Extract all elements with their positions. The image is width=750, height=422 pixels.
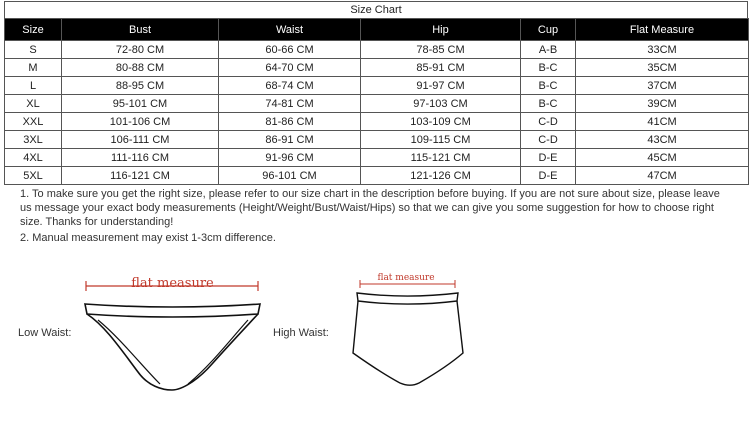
- high-brief-waistband: [357, 293, 458, 304]
- table-row: [5, 113, 749, 131]
- table-cell: 72-80 CM: [62, 41, 219, 59]
- table-cell: 74-81 CM: [219, 95, 361, 113]
- table-cell: 47CM: [576, 167, 749, 185]
- table-row: [5, 59, 749, 77]
- table-row: [5, 95, 749, 113]
- table-cell: 3XL: [5, 131, 62, 149]
- table-row: [5, 149, 749, 167]
- table-cell: 5XL: [5, 167, 62, 185]
- table-row: [5, 41, 749, 59]
- table-cell: 116-121 CM: [62, 167, 219, 185]
- table-cell: 88-95 CM: [62, 77, 219, 95]
- header-bust: Bust: [62, 19, 219, 41]
- header-size: Size: [5, 19, 62, 41]
- table-cell: 33CM: [576, 41, 749, 59]
- high-waist-brief-illustration: [345, 265, 470, 395]
- note-2: 2. Manual measurement may exist 1-3cm difference.: [20, 232, 276, 244]
- high-waist-label: High Waist:: [273, 327, 329, 339]
- size-chart-title: Size Chart: [4, 1, 748, 18]
- table-cell: 64-70 CM: [219, 59, 361, 77]
- table-cell: 115-121 CM: [361, 149, 521, 167]
- table-cell: 35CM: [576, 59, 749, 77]
- note-1: 1. To make sure you get the right size, please refer to our size chart in the description before buying. If you are not sure about size, please leave us message your exact body measurements (Height/Weight/Bust/Waist/Hips) so that we can give you some suggestion for how to choose right size. Thanks for understanding!: [20, 188, 720, 228]
- table-cell: XXL: [5, 113, 62, 131]
- flat-measure-label-high: flat measure: [377, 273, 435, 283]
- table-cell: 68-74 CM: [219, 77, 361, 95]
- table-cell: C-D: [521, 131, 576, 149]
- table-cell: 101-106 CM: [62, 113, 219, 131]
- table-cell: 45CM: [576, 149, 749, 167]
- table-cell: S: [5, 41, 62, 59]
- header-cup: Cup: [521, 19, 576, 41]
- brief-waistband: [85, 304, 260, 317]
- table-cell: 37CM: [576, 77, 749, 95]
- table-cell: 85-91 CM: [361, 59, 521, 77]
- table-cell: B-C: [521, 95, 576, 113]
- header-waist: Waist: [219, 19, 361, 41]
- table-cell: B-C: [521, 77, 576, 95]
- high-brief-body: [353, 301, 463, 385]
- brief-body: [87, 314, 258, 390]
- table-cell: 121-126 CM: [361, 167, 521, 185]
- header-flat-measure: Flat Measure: [576, 19, 749, 41]
- table-cell: D-E: [521, 167, 576, 185]
- table-body: [5, 41, 749, 185]
- size-table: [4, 18, 749, 185]
- brief-leg-line-right: [188, 320, 248, 384]
- table-cell: L: [5, 77, 62, 95]
- table-cell: B-C: [521, 59, 576, 77]
- table-cell: 97-103 CM: [361, 95, 521, 113]
- table-cell: 4XL: [5, 149, 62, 167]
- low-waist-label: Low Waist:: [18, 327, 72, 339]
- table-cell: 103-109 CM: [361, 113, 521, 131]
- flat-measure-label-low: flat measure: [131, 276, 214, 291]
- table-cell: 91-96 CM: [219, 149, 361, 167]
- table-row: [5, 131, 749, 149]
- table-cell: 80-88 CM: [62, 59, 219, 77]
- table-cell: 106-111 CM: [62, 131, 219, 149]
- table-cell: 60-66 CM: [219, 41, 361, 59]
- header-hip: Hip: [361, 19, 521, 41]
- table-cell: 91-97 CM: [361, 77, 521, 95]
- notes: [20, 187, 732, 229]
- table-cell: 41CM: [576, 113, 749, 131]
- table-row: [5, 167, 749, 185]
- table-cell: A-B: [521, 41, 576, 59]
- table-cell: 95-101 CM: [62, 95, 219, 113]
- table-cell: 43CM: [576, 131, 749, 149]
- table-cell: 39CM: [576, 95, 749, 113]
- brief-leg-line: [98, 320, 160, 384]
- table-cell: D-E: [521, 149, 576, 167]
- table-cell: 96-101 CM: [219, 167, 361, 185]
- table-cell: 86-91 CM: [219, 131, 361, 149]
- table-cell: 78-85 CM: [361, 41, 521, 59]
- table-cell: 109-115 CM: [361, 131, 521, 149]
- table-header-row: [5, 19, 749, 41]
- table-cell: 111-116 CM: [62, 149, 219, 167]
- table-cell: XL: [5, 95, 62, 113]
- table-cell: 81-86 CM: [219, 113, 361, 131]
- table-row: [5, 77, 749, 95]
- table-cell: M: [5, 59, 62, 77]
- table-cell: C-D: [521, 113, 576, 131]
